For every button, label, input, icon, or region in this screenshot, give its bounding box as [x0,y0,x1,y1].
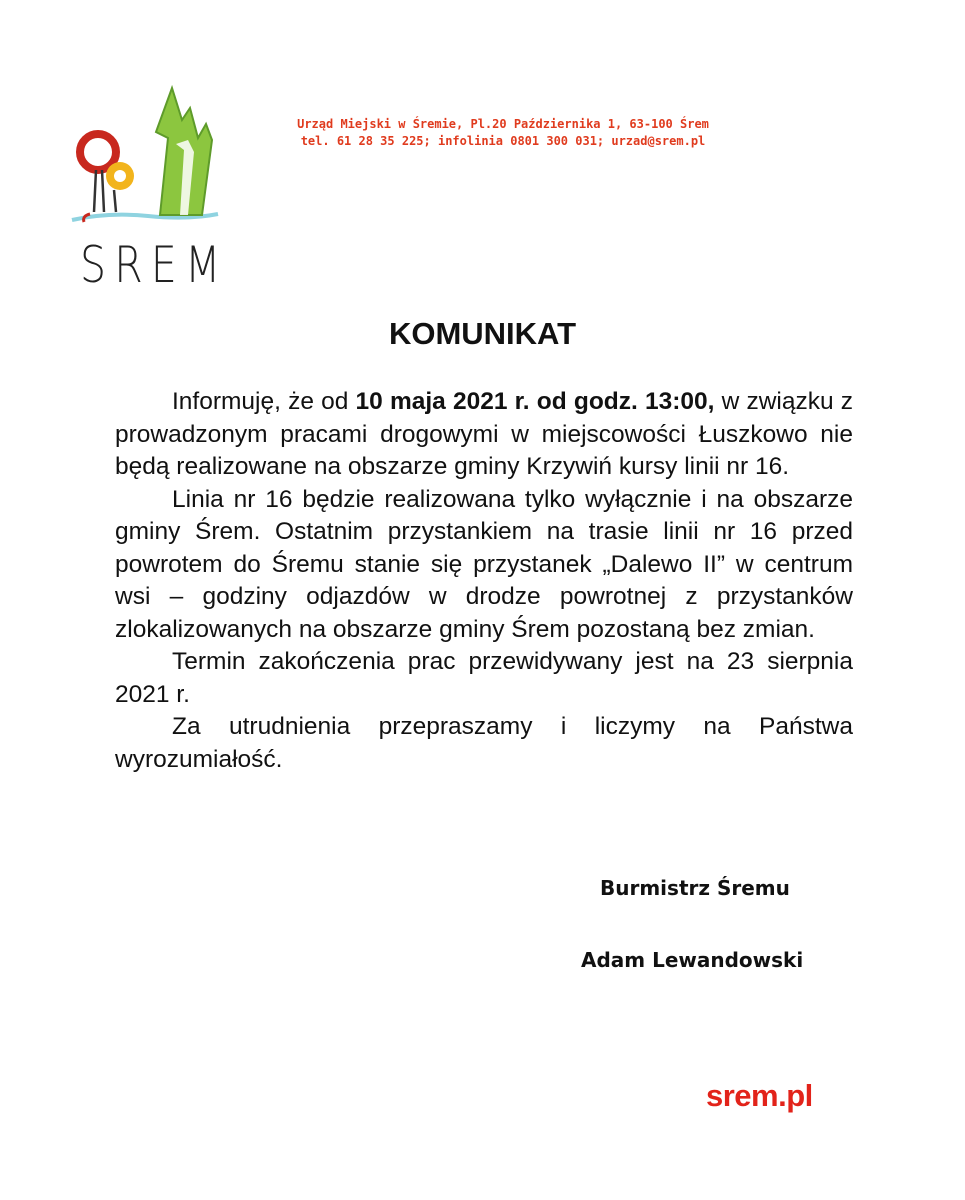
document-title: KOMUNIKAT [388,316,577,351]
logo-wordmark: SREM [80,236,229,294]
p1-intro: Informuję, że od [172,388,356,415]
signature-name: Adam Lewandowski [581,948,804,972]
office-header [248,116,758,150]
srem-logo [68,80,228,300]
footer-url: srem.pl [706,1078,813,1113]
header-contact: tel. 61 28 35 225; infolinia 0801 300 031; urzad@srem.pl [300,134,706,148]
paragraph-2: Linia nr 16 będzie realizowana tylko wyłącznie i na obszarze gminy Śrem. Ostatnim przystankiem na trasie linii nr 16 przed powrotem do Śremu stanie się przystanek „Dalewo II” w centrum wsi – godziny odjazdów w drodze powrotnej z przystanków zlokalizowanych na obszarze gminy Śrem pozostaną bez zmian. [115,485,853,643]
paragraph-1 [115,386,853,484]
paragraph-4: Za utrudnienia przepraszamy i liczymy na Państwa wyrozumiałość. [115,713,853,773]
document-body [115,386,853,776]
header-address: Urząd Miejski w Śremie, Pl.20 Października 1, 63-100 Śrem [297,117,709,131]
paragraph-3: Termin zakończenia prac przewidywany jest na 23 sierpnia 2021 r. [115,648,853,708]
p1-rest: w związku z prowadzonym pracami drogowymi w miejscowości Łuszkowo nie będą realizowane na obszarze gminy Krzywiń kursy linii nr 16. [115,388,853,480]
p1-date: 10 maja 2021 r. od godz. 13:00, [355,388,715,415]
signature-role: Burmistrz Śremu [600,876,790,900]
srem-logo-graphic [68,80,228,230]
